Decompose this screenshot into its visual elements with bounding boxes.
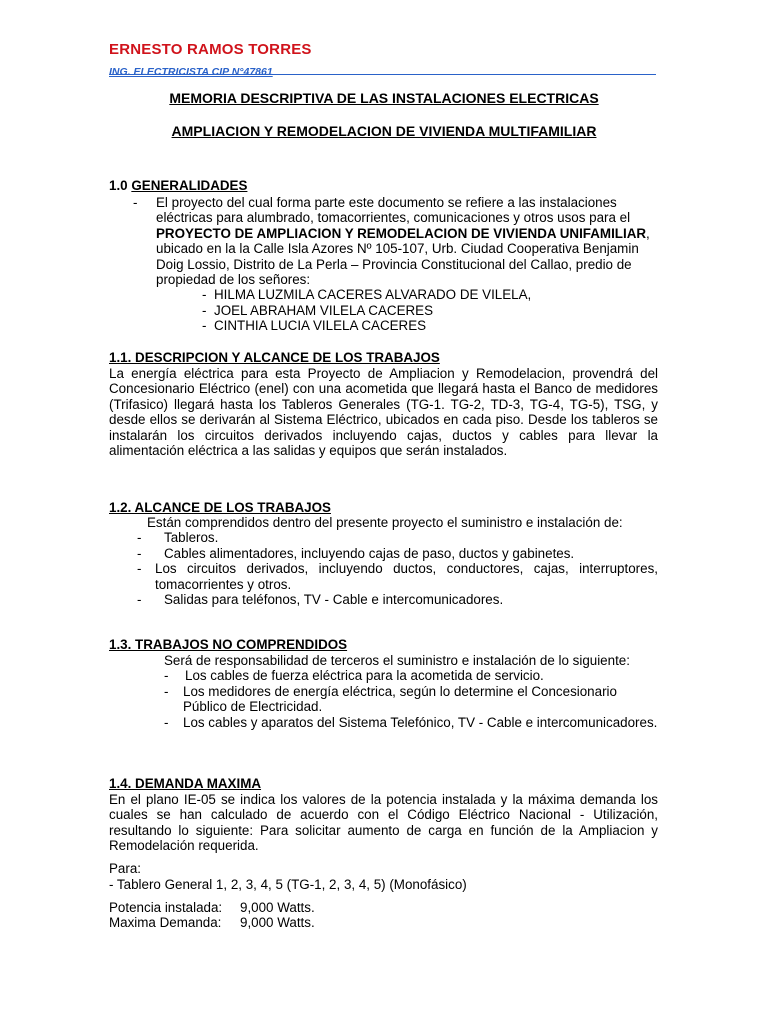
list-item-text: Los medidores de energía eléctrica, según lo determine el Concesionario Público de Electricidad. [183,683,617,715]
list-item-text: Cables alimentadores, incluyendo cajas de paso, ductos y gabinetes. [164,545,575,561]
installed-power-label: Potencia instalada: [109,900,223,915]
section-1-3-body [109,653,658,730]
section-1-0-body [109,195,658,334]
section-1-3-title: 1.3. TRABAJOS NO COMPRENDIDOS [109,637,348,652]
list-item-text: Los circuitos derivados, incluyendo ductos, conductores, cajas, interruptores, tomacorrientes y otros. [155,561,658,592]
document-title: MEMORIA DESCRIPTIVA DE LAS INSTALACIONES ELECTRICAS [169,90,599,106]
section-1-4-title: 1.4. DEMANDA MAXIMA [109,776,262,791]
list-item [202,318,658,333]
list-item [202,287,658,302]
author-credential: ING. ELECTRICISTA CIP N°47861 [109,66,273,78]
list-item [109,684,658,715]
max-demand-value: 9,000 Watts. [240,915,315,930]
list-item [109,715,658,730]
bullet-dash: - [137,592,142,608]
list-item [109,668,658,683]
bullet-dash: - [137,530,142,546]
list-item-text: Los cables de fuerza eléctrica para la acometida de servicio. [185,668,544,684]
list-item-text: Los cables y aparatos del Sistema Telefónico, TV - Cable e intercomunicadores. [183,714,658,730]
header-divider [109,74,656,75]
section-1-3-intro: Será de responsabilidad de terceros el suministro e instalación de lo siguiente: [164,653,630,668]
section-1-2-intro: Están comprendidos dentro del presente proyecto el suministro e instalación de: [147,515,623,530]
section-1-2-body [109,515,658,607]
list-item-text: Salidas para teléfonos, TV - Cable e intercomunicadores. [164,592,504,608]
list-item [109,195,658,287]
list-item [109,546,658,561]
list-item [109,561,658,592]
list-item [202,303,658,318]
section-1-1-title: 1.1. DESCRIPCION Y ALCANCE DE LOS TRABAJOS [109,350,440,365]
installed-power-row [109,900,658,915]
demand-para-label: Para: [109,861,142,876]
document-subtitle: AMPLIACION Y REMODELACION DE VIVIENDA MULTIFAMILIAR [171,123,597,139]
bullet-dash: - [137,545,142,561]
project-name: PROYECTO DE AMPLIACION Y REMODELACION DE VIVIENDA UNIFAMILIAR [156,225,647,241]
bullet-dash: - [202,302,207,318]
owner-name: JOEL ABRAHAM VILELA CACERES [214,302,434,318]
demand-tablero-line: - Tablero General 1, 2, 3, 4, 5 (TG-1, 2, 3, 4, 5) (Monofásico) [109,877,467,892]
bullet-dash: - [137,561,142,577]
bullet-dash: - [164,714,169,730]
bullet-dash: - [164,668,169,684]
paragraph-text: El proyecto del cual forma parte este documento se refiere a las instalaciones eléctricas para alumbrado, tomacorrientes, comunicaciones y otros usos para el [156,195,631,226]
list-item-text: Tableros. [164,530,219,546]
bullet-dash: - [164,683,169,699]
project-paragraph [156,195,656,287]
bullet-dash: - [202,287,207,303]
bullet-dash: - [133,195,138,210]
max-demand-label: Maxima Demanda: [109,915,222,930]
section-title: GENERALIDADES [131,178,248,193]
section-1-2-title: 1.2. ALCANCE DE LOS TRABAJOS [109,500,331,515]
author-name: ERNESTO RAMOS TORRES [109,41,312,58]
owner-name: HILMA LUZMILA CACERES ALVARADO DE VILELA, [214,287,532,303]
max-demand-row [109,915,658,930]
section-1-1-body: La energía eléctrica para esta Proyecto de Ampliacion y Remodelacion, provendrá del Concesionario Eléctrico (enel) con una acometida que llegará hasta el Banco de medidores (Trifasico) llegará hasta los Tableros Generales (TG-1. TG-2, TD-3, TG-4, TG-5), TSG, y desde ellos se derivarán al Sistema Eléctrico, ubicados en cada piso. Desde los tableros se instalarán los circuitos derivados incluyendo cajas, ductos y cables para llevar la alimentación eléctrica a las salidas y equipos que serán instalados. [109,366,658,459]
paragraph-text: , ubicado en la la Calle Isla Azores Nº 105-107, Urb. Ciudad Cooperativa Benjamin Doig Lossio, Distrito de La Perla – Provincia Constitucional del Callao, predio de propiedad de los señores: [156,225,650,288]
section-1-4-body: En el plano IE-05 se indica los valores de la potencia instalada y la máxima demanda los cuales se han calculado de acuerdo con el Código Eléctrico Nacional - Utilización, resultando lo siguiente: Para solicitar aumento de carga en función de la Ampliacion y Remodelación requerida. [109,792,658,854]
list-item [109,530,658,545]
installed-power-value: 9,000 Watts. [240,900,315,915]
section-number: 1.0 [109,178,132,193]
owner-name: CINTHIA LUCIA VILELA CACERES [214,318,427,334]
owners-list [202,287,658,333]
list-item [109,592,658,607]
bullet-dash: - [202,318,207,334]
section-1-0-heading [109,178,658,193]
